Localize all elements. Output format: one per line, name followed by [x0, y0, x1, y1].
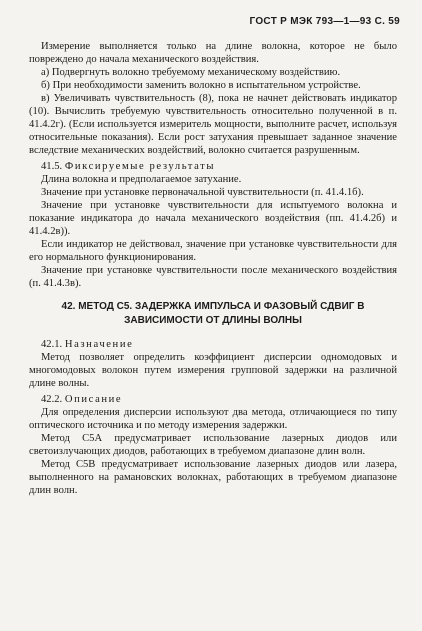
subsection-title: Описание	[64, 394, 123, 405]
running-header: ГОСТ Р МЭК 793—1—93 С. 59	[249, 16, 400, 27]
paragraph: Для определения дисперсии используют два метода, отличающиеся по типу оптического источника и по методу измерения задержки.	[29, 407, 397, 431]
paragraph: Метод С5А предусматривает использование лазерных диодов или светоизлучающих диодов, работающих в требуемом диапазоне длин волн.	[29, 433, 397, 457]
subsection-number: 42.2.	[41, 394, 63, 405]
subsection-number: 41.5.	[41, 161, 63, 172]
subsection-heading-41-5	[29, 160, 397, 173]
subsection-title: Назначение	[64, 339, 134, 350]
subsection-heading-42-1	[29, 338, 397, 351]
page-body	[29, 40, 397, 497]
section-42-title: 42. МЕТОД С5. ЗАДЕРЖКА ИМПУЛЬСА И ФАЗОВЫЙ СДВИГ В ЗАВИСИМОСТИ ОТ ДЛИНЫ ВОЛНЫ	[61, 301, 365, 326]
paragraph: Значение при установке чувствительности для испытуемого волокна и показание индикатора до начала механического воздействия (пп. 41.4.2б) и 41.4.2в)).	[29, 200, 397, 237]
subsection-title: Фиксируемые результаты	[64, 161, 216, 172]
paragraph: Если индикатор не действовал, значение при установке чувствительности для его нормального функционирования.	[29, 239, 397, 263]
paragraph: Метод позволяет определить коэффициент дисперсии одномодовых и многомодовых волокон путем измерения групповой задержки на различной длине волны.	[29, 352, 397, 389]
subsection-number: 42.1.	[41, 339, 63, 350]
paragraph: Измерение выполняется только на длине волокна, которое не было повреждено до начала механического воздействия.	[29, 41, 397, 65]
paragraph: в) Увеличивать чувствительность (8), пока не начнет действовать индикатор (10). Вычислить требуемую чувствительность относительно полученной в п. 41.4.2г). (Если используется измеритель мощности, выполните расчет, используя относительные показания). Если рост затухания превышает заданное значение вследствие механических воздействий, волокно считается разрушенным.	[29, 93, 397, 156]
paragraph: Значение при установке первоначальной чувствительности (п. 41.4.1б).	[41, 187, 364, 198]
paragraph: а) Подвергнуть волокно требуемому механическому воздействию.	[41, 67, 341, 78]
paragraph: Значение при установке чувствительности после механического воздействия (п. 41.4.3в).	[29, 265, 397, 289]
paragraph: Длина волокна и предполагаемое затухание.	[41, 174, 242, 185]
paragraph: б) При необходимости заменить волокно в испытательном устройстве.	[41, 80, 361, 91]
subsection-heading-42-2	[29, 393, 397, 406]
paragraph: Метод С5В предусматривает использование лазерных диодов или лазера, выполненного на рамановских волокнах, работающих в требуемом диапазоне длин волн.	[29, 459, 397, 496]
